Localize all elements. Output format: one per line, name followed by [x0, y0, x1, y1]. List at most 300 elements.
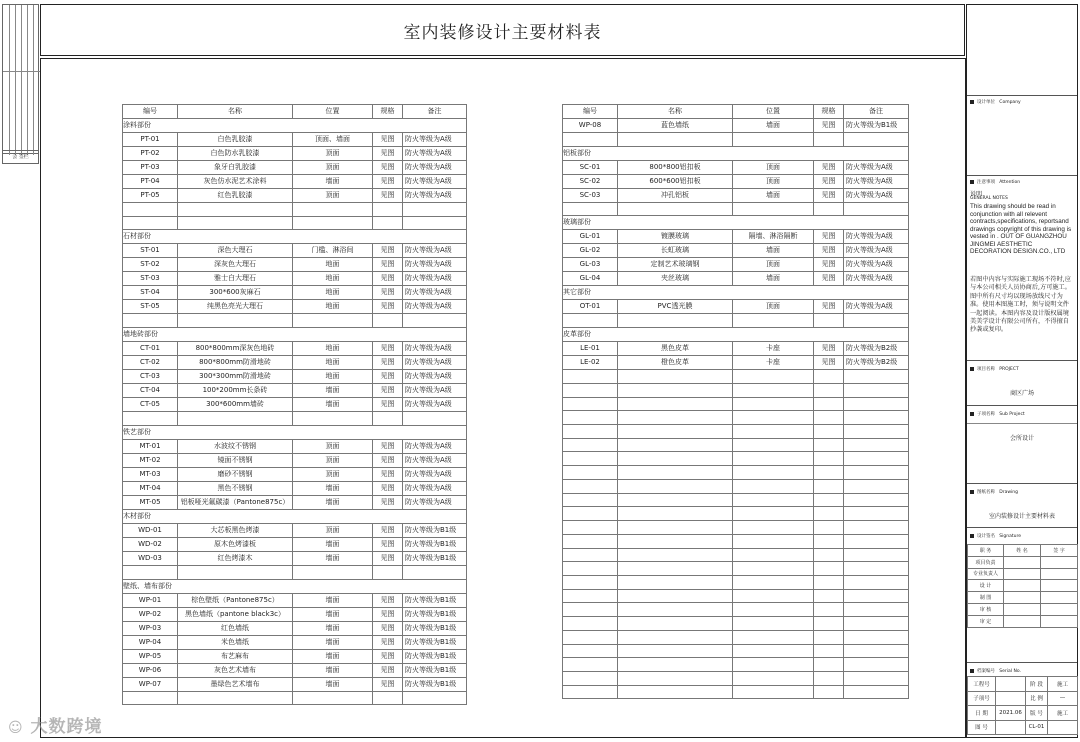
signature-role: 专业负责人 [968, 568, 1004, 580]
remark-cell [844, 133, 909, 147]
table-row [563, 202, 909, 216]
code-cell: ST-02 [123, 258, 178, 272]
spec-cell: 见图 [373, 370, 403, 384]
column-header: 名称 [178, 105, 293, 119]
name-cell [178, 691, 293, 705]
signature-row [968, 568, 1078, 580]
spec-cell: 见图 [814, 160, 844, 174]
signature-row [968, 592, 1078, 604]
code-cell [123, 314, 178, 328]
table-row [123, 663, 467, 677]
drawing-name: 室内装修设计主要材料表 [988, 513, 1055, 520]
code-cell: WP-07 [123, 677, 178, 691]
notes-cn-label: 说明 [970, 191, 983, 198]
signature-role: 审 定 [968, 615, 1004, 627]
name-cell: 300*600mm墙砖 [178, 398, 293, 412]
spec-cell [814, 314, 844, 328]
info-cell: 比 例 [1026, 691, 1048, 706]
spec-cell [373, 314, 403, 328]
info-cell: 工程号 [968, 677, 996, 692]
spec-cell: 见图 [373, 342, 403, 356]
location-cell: 墙面 [293, 649, 373, 663]
table-row [123, 147, 467, 161]
table-row [123, 691, 467, 705]
name-cell: 棕色壁纸（Pantone875c） [178, 593, 293, 607]
section-title: 涂料部份 [123, 119, 467, 133]
name-cell: 黑色不锈钢 [178, 481, 293, 495]
section-title: 墙地砖部份 [123, 328, 467, 342]
table-row [123, 412, 467, 426]
signature-role: 项目负责 [968, 556, 1004, 568]
code-cell: MT-04 [123, 481, 178, 495]
table-row [123, 133, 467, 147]
spec-cell [814, 202, 844, 216]
remark-cell [403, 565, 467, 579]
location-cell: 地面 [293, 356, 373, 370]
signature-table [967, 544, 1078, 628]
spec-cell: 见图 [373, 495, 403, 509]
location-cell: 顶面 [733, 258, 814, 272]
table-row [563, 300, 909, 314]
table-row [563, 160, 909, 174]
code-cell: PT-05 [123, 189, 178, 203]
table-row [123, 649, 467, 663]
name-cell: 800*800铝扣板 [618, 160, 733, 174]
location-cell: 顶面 [293, 523, 373, 537]
remark-cell: 防火等级为A级 [403, 161, 467, 175]
table-row [123, 258, 467, 272]
code-cell: WP-06 [123, 663, 178, 677]
section-title: 其它部份 [563, 286, 909, 300]
spec-cell: 见图 [373, 398, 403, 412]
blank-row [563, 452, 909, 466]
code-cell [563, 133, 618, 147]
table-header-row [563, 105, 909, 119]
code-cell [123, 203, 178, 217]
name-cell [178, 565, 293, 579]
page-title: 室内装修设计主要材料表 [40, 4, 965, 56]
code-cell: CT-01 [123, 342, 178, 356]
remark-cell [844, 202, 909, 216]
signature-role: 设 计 [968, 580, 1004, 592]
spec-cell: 见图 [373, 621, 403, 635]
code-cell: MT-05 [123, 495, 178, 509]
location-cell: 墙面 [293, 635, 373, 649]
location-cell: 墙面 [293, 495, 373, 509]
project-info-table [967, 676, 1078, 735]
code-cell: WP-08 [563, 119, 618, 133]
location-cell: 墙面 [293, 677, 373, 691]
remark-cell [403, 691, 467, 705]
location-cell: 卡座 [733, 342, 814, 356]
general-notes-en: This drawing should be read in conjunction with all relevent contracts,specifications, reportsand drawings copyright of this drawing is vested in . OUT OF GUANGZHOU JINGMEI AESTHETIC DECORATION DESIGN.CO., LTD [970, 203, 1072, 255]
spec-cell: 见图 [373, 286, 403, 300]
name-cell: 橙色皮革 [618, 356, 733, 370]
remark-cell: 防火等级为A级 [403, 384, 467, 398]
spec-cell [373, 216, 403, 230]
location-cell: 顶面 [293, 189, 373, 203]
location-cell [293, 314, 373, 328]
spec-cell [373, 412, 403, 426]
remark-cell: 防火等级为B1级 [403, 649, 467, 663]
table-row [123, 621, 467, 635]
signature-row [968, 580, 1078, 592]
remark-cell: 防火等级为B1级 [844, 119, 909, 133]
table-row [563, 258, 909, 272]
name-cell: 大芯板黑色烤漆 [178, 523, 293, 537]
section-row [123, 230, 467, 244]
code-cell: GL-02 [563, 244, 618, 258]
location-cell [733, 314, 814, 328]
code-cell: ST-03 [123, 272, 178, 286]
table-row [563, 174, 909, 188]
remark-cell: 防火等级为A级 [403, 286, 467, 300]
info-row [968, 720, 1078, 735]
location-cell: 门槛、淋浴间 [293, 244, 373, 258]
code-cell [123, 216, 178, 230]
table-row [123, 342, 467, 356]
spec-cell: 见图 [373, 677, 403, 691]
remark-cell: 防火等级为B1级 [403, 551, 467, 565]
spec-cell: 见图 [373, 133, 403, 147]
table-row [123, 286, 467, 300]
name-cell: 墨绿色艺术墙布 [178, 677, 293, 691]
location-cell [733, 133, 814, 147]
location-cell: 墙面 [293, 175, 373, 189]
blank-row [563, 644, 909, 658]
table-row [123, 203, 467, 217]
remark-cell: 防火等级为A级 [403, 300, 467, 314]
info-cell: 2021.06 [996, 706, 1026, 721]
column-header: 位置 [293, 105, 373, 119]
general-notes-cn: 若图中内容与实际施工现场不符时,应与本公司相关人员协商后,方可施工。图中所有尺寸均以现场放线尺寸为准。使用本图施工时，须与说明文件一起阅读。本图内容及设计版权属境美美学设计有限公司所有，不得擅自抄袭或复印。 [970, 276, 1071, 334]
column-header: 编号 [563, 105, 618, 119]
spec-cell: 见图 [814, 119, 844, 133]
location-cell: 墙面 [293, 663, 373, 677]
code-cell: LE-01 [563, 342, 618, 356]
table-row [123, 244, 467, 258]
remark-cell: 防火等级为B1级 [403, 607, 467, 621]
code-cell: CT-03 [123, 370, 178, 384]
table-row [563, 314, 909, 328]
code-cell [563, 314, 618, 328]
table-row [123, 537, 467, 551]
blank-row [563, 425, 909, 439]
code-cell: PT-03 [123, 161, 178, 175]
spec-cell: 见图 [373, 649, 403, 663]
remark-cell: 防火等级为B1级 [403, 593, 467, 607]
name-cell: 夹丝玻璃 [618, 272, 733, 286]
name-cell: 300*300mm防滑地砖 [178, 370, 293, 384]
table-row [563, 356, 909, 370]
name-cell: 原木色烤漆板 [178, 537, 293, 551]
section-row [563, 216, 909, 230]
location-cell: 墙面 [293, 551, 373, 565]
remark-cell: 防火等级为B2级 [844, 342, 909, 356]
section-row [563, 328, 909, 342]
name-cell: 冲孔铝板 [618, 188, 733, 202]
remark-cell: 防火等级为A级 [844, 174, 909, 188]
section-row [123, 579, 467, 593]
location-cell: 顶面 [293, 439, 373, 453]
table-row [563, 119, 909, 133]
blank-row [563, 466, 909, 480]
location-cell: 墙面 [293, 607, 373, 621]
blank-row [563, 575, 909, 589]
remark-cell: 防火等级为A级 [844, 188, 909, 202]
name-cell: 800*800mm防滑地砖 [178, 356, 293, 370]
blank-row [563, 479, 909, 493]
remark-cell: 防火等级为A级 [403, 147, 467, 161]
name-cell: 红色烤漆木 [178, 551, 293, 565]
code-cell: CT-02 [123, 356, 178, 370]
remark-cell [403, 412, 467, 426]
code-cell: WP-01 [123, 593, 178, 607]
blank-row [563, 521, 909, 535]
binding-strip [2, 4, 39, 154]
code-cell: GL-04 [563, 272, 618, 286]
name-cell: 白色乳胶漆 [178, 133, 293, 147]
blank-row [563, 370, 909, 384]
spec-cell: 见图 [373, 272, 403, 286]
name-cell: 黑色墙纸（pantone black3c） [178, 607, 293, 621]
location-cell: 顶面 [733, 300, 814, 314]
table-row [123, 314, 467, 328]
name-cell [178, 216, 293, 230]
section-row [123, 328, 467, 342]
name-cell: 米色墙纸 [178, 635, 293, 649]
remark-cell: 防火等级为A级 [403, 244, 467, 258]
watermark: ☺ 大数跨境 [8, 717, 103, 737]
code-cell: GL-01 [563, 230, 618, 244]
info-cell [1048, 720, 1078, 735]
name-cell: 黑色皮革 [618, 342, 733, 356]
remark-cell: 防火等级为A级 [403, 398, 467, 412]
signature-header: 职 务 [968, 545, 1004, 557]
side-tab: 会 签栏 [2, 150, 39, 164]
info-cell: — [1048, 691, 1078, 706]
remark-cell: 防火等级为B1级 [403, 537, 467, 551]
code-cell: OT-01 [563, 300, 618, 314]
spec-cell: 见图 [373, 189, 403, 203]
spec-cell: 见图 [373, 481, 403, 495]
spec-cell: 见图 [373, 593, 403, 607]
name-cell: 蓝色墙纸 [618, 119, 733, 133]
location-cell [293, 203, 373, 217]
location-cell: 地面 [293, 272, 373, 286]
table-row [123, 481, 467, 495]
blank-row [563, 671, 909, 685]
remark-cell: 防火等级为A级 [403, 133, 467, 147]
table-row [123, 593, 467, 607]
blank-row [563, 630, 909, 644]
blank-row [563, 383, 909, 397]
name-cell: 灰色艺术墙布 [178, 663, 293, 677]
name-cell: 水波纹不锈钢 [178, 439, 293, 453]
location-cell: 墙面 [293, 621, 373, 635]
table-row [563, 230, 909, 244]
code-cell: LE-02 [563, 356, 618, 370]
remark-cell: 防火等级为B1级 [403, 523, 467, 537]
name-cell [178, 203, 293, 217]
name-cell: 纯黑色亮光大理石 [178, 300, 293, 314]
code-cell: ST-04 [123, 286, 178, 300]
table-row [123, 384, 467, 398]
section-title: 石材部份 [123, 230, 467, 244]
blank-row [563, 493, 909, 507]
blank-row [563, 534, 909, 548]
location-cell: 隔墙、淋浴隔断 [733, 230, 814, 244]
location-cell: 顶面 [733, 174, 814, 188]
location-cell: 地面 [293, 370, 373, 384]
signature-header: 姓 名 [1004, 545, 1041, 557]
remark-cell: 防火等级为A级 [844, 258, 909, 272]
code-cell: MT-03 [123, 467, 178, 481]
spec-cell: 见图 [814, 342, 844, 356]
signature-role: 制 图 [968, 592, 1004, 604]
table-row [123, 635, 467, 649]
spec-cell: 见图 [373, 453, 403, 467]
location-cell: 卡座 [733, 356, 814, 370]
remark-cell: 防火等级为A级 [844, 272, 909, 286]
signature-header-row [968, 545, 1078, 557]
blank-row [563, 548, 909, 562]
name-cell: 600*600铝扣板 [618, 174, 733, 188]
remark-cell: 防火等级为B2级 [844, 356, 909, 370]
spec-cell: 见图 [373, 356, 403, 370]
name-cell: 800*800mm深灰色地砖 [178, 342, 293, 356]
section-title: 壁纸、墙布部份 [123, 579, 467, 593]
table-row [123, 300, 467, 314]
spec-cell: 见图 [373, 537, 403, 551]
table-row [123, 161, 467, 175]
blank-row [563, 438, 909, 452]
location-cell: 顶面 [293, 467, 373, 481]
location-cell: 墙面 [293, 398, 373, 412]
table-row [563, 188, 909, 202]
name-cell [178, 412, 293, 426]
spec-cell: 见图 [373, 300, 403, 314]
spec-cell: 见图 [814, 356, 844, 370]
table-row [123, 551, 467, 565]
code-cell: MT-01 [123, 439, 178, 453]
name-cell: 白色防水乳胶漆 [178, 147, 293, 161]
info-row [968, 691, 1078, 706]
spec-cell: 见图 [373, 439, 403, 453]
code-cell: MT-02 [123, 453, 178, 467]
location-cell: 地面 [293, 258, 373, 272]
remark-cell: 防火等级为A级 [403, 481, 467, 495]
name-cell: 300*600灰麻石 [178, 286, 293, 300]
blank-row [563, 562, 909, 576]
code-cell: CT-04 [123, 384, 178, 398]
section-title: 铝板部份 [563, 146, 909, 160]
signature-header: 签 字 [1041, 545, 1078, 557]
code-cell: WD-02 [123, 537, 178, 551]
column-header: 规格 [814, 105, 844, 119]
code-cell: ST-05 [123, 300, 178, 314]
location-cell [293, 691, 373, 705]
name-cell: 定制艺术玻璃钢 [618, 258, 733, 272]
name-cell: 红色墙纸 [178, 621, 293, 635]
spec-cell: 见图 [373, 384, 403, 398]
location-cell: 顶面 [293, 453, 373, 467]
section-row [123, 119, 467, 133]
code-cell: PT-01 [123, 133, 178, 147]
blank-row [563, 507, 909, 521]
location-cell [293, 412, 373, 426]
table-row [123, 439, 467, 453]
location-cell: 墙面 [293, 481, 373, 495]
info-row [968, 677, 1078, 692]
spec-cell: 见图 [373, 161, 403, 175]
blank-row [563, 617, 909, 631]
spec-cell [373, 203, 403, 217]
name-cell [178, 314, 293, 328]
remark-cell: 防火等级为A级 [844, 244, 909, 258]
info-cell [996, 691, 1026, 706]
remark-cell: 防火等级为A级 [844, 160, 909, 174]
name-cell: 雅士白大理石 [178, 272, 293, 286]
signature-row [968, 615, 1078, 627]
table-row [123, 175, 467, 189]
info-cell [996, 677, 1026, 692]
code-cell: WD-03 [123, 551, 178, 565]
section-title: 皮革部份 [563, 328, 909, 342]
name-cell: 红色乳胶漆 [178, 189, 293, 203]
table-row [123, 370, 467, 384]
spec-cell: 见图 [373, 551, 403, 565]
name-cell: 深色大理石 [178, 244, 293, 258]
section-title: 木材部份 [123, 509, 467, 523]
code-cell: SC-01 [563, 160, 618, 174]
remark-cell: 防火等级为A级 [403, 370, 467, 384]
name-cell [618, 202, 733, 216]
remark-cell: 防火等级为A级 [403, 342, 467, 356]
subproject-name: 会所设计 [1009, 435, 1034, 442]
column-header: 备注 [403, 105, 467, 119]
spec-cell: 见图 [814, 258, 844, 272]
location-cell: 顶面 [293, 147, 373, 161]
spec-cell: 见图 [373, 258, 403, 272]
spec-cell: 见图 [373, 523, 403, 537]
blank-row [563, 589, 909, 603]
table-row [123, 216, 467, 230]
notes-en-title: GENERAL NOTES [970, 196, 1008, 201]
spec-cell: 见图 [814, 188, 844, 202]
spec-cell: 见图 [373, 147, 403, 161]
table-row [123, 523, 467, 537]
materials-table-left [122, 104, 467, 705]
spec-cell: 见图 [814, 230, 844, 244]
name-cell [618, 314, 733, 328]
remark-cell: 防火等级为A级 [844, 230, 909, 244]
code-cell: WP-03 [123, 621, 178, 635]
location-cell: 顶面、墙面 [293, 133, 373, 147]
remark-cell: 防火等级为B1级 [403, 621, 467, 635]
remark-cell: 防火等级为B1级 [403, 635, 467, 649]
name-cell: 磨砂不锈钢 [178, 467, 293, 481]
blank-row [563, 658, 909, 672]
name-cell: 铝板哑光氟碳漆（Pantone875c） [178, 495, 293, 509]
spec-cell [814, 133, 844, 147]
section-row [563, 286, 909, 300]
name-cell: 镜面不锈钢 [178, 453, 293, 467]
spec-cell: 见图 [373, 663, 403, 677]
remark-cell: 防火等级为B1级 [403, 677, 467, 691]
spec-cell: 见图 [814, 174, 844, 188]
signature-row [968, 556, 1078, 568]
